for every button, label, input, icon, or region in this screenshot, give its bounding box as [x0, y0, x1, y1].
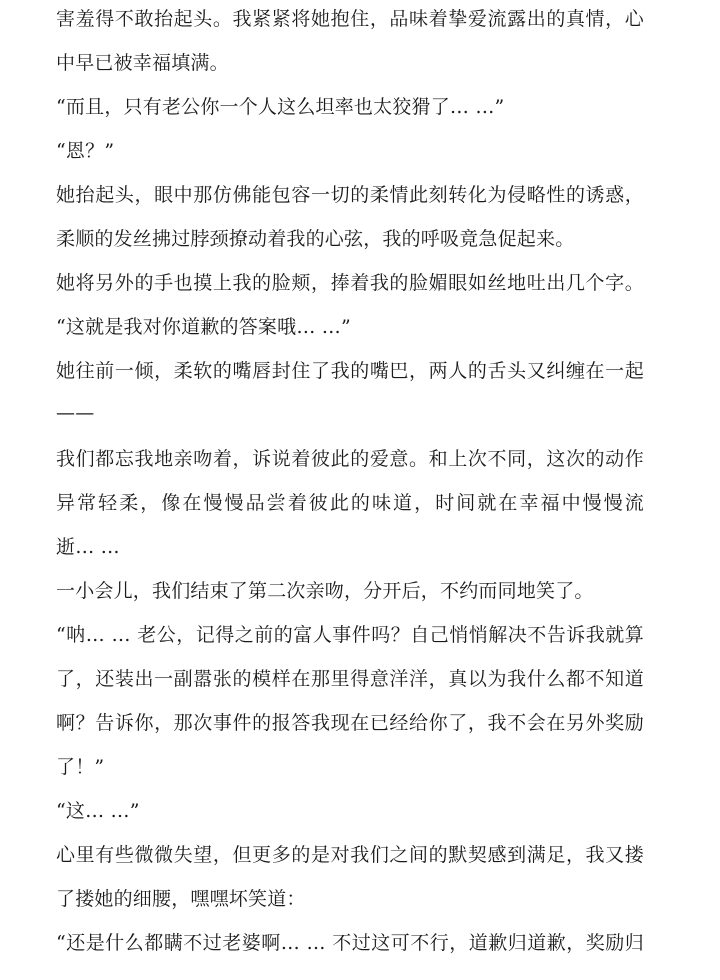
text-line-2: 中早已被幸福填满。	[56, 52, 229, 74]
text-line-15: “呐… … 老公，记得之前的富人事件吗？自己悄悄解决不告诉我就算	[56, 624, 644, 646]
text-line-4: “恩？”	[56, 140, 115, 162]
text-line-18: 了！”	[56, 756, 105, 778]
text-line-14: 一小会儿，我们结束了第二次亲吻，分开后，不约而同地笑了。	[56, 580, 594, 602]
text-line-16: 了，还装出一副嚣张的模样在那里得意洋洋，真以为我什么都不知道	[56, 668, 644, 690]
text-line-7: 她将另外的手也摸上我的脸颊，捧着我的脸媚眼如丝地吐出几个字。	[56, 272, 644, 294]
text-line-13: 逝… …	[56, 536, 120, 558]
text-line-3: “而且，只有老公你一个人这么坦率也太狡猾了… …”	[56, 96, 505, 118]
text-line-21: 了搂她的细腰，嘿嘿坏笑道：	[56, 888, 306, 910]
text-line-17: 啊？告诉你，那次事件的报答我现在已经给你了，我不会在另外奖励	[56, 712, 644, 734]
text-line-6: 柔顺的发丝拂过脖颈撩动着我的心弦，我的呼吸竟急促起来。	[56, 228, 575, 250]
text-line-10: ——	[56, 402, 95, 424]
text-line-20: 心里有些微微失望，但更多的是对我们之间的默契感到满足，我又搂	[56, 844, 644, 866]
text-line-8: “这就是我对你道歉的答案哦… …”	[56, 316, 351, 338]
text-line-9: 她往前一倾，柔软的嘴唇封住了我的嘴巴，两人的舌头又纠缠在一起	[56, 360, 644, 382]
text-line-19: “这… …”	[56, 800, 140, 822]
text-line-11: 我们都忘我地亲吻着，诉说着彼此的爱意。和上次不同，这次的动作	[56, 448, 644, 470]
text-line-22: “还是什么都瞒不过老婆啊… … 不过这可不行，道歉归道歉，奖励归	[56, 932, 644, 954]
text-line-12: 异常轻柔，像在慢慢品尝着彼此的味道，时间就在幸福中慢慢流	[56, 492, 644, 514]
text-line-5: 她抬起头，眼中那仿佛能包容一切的柔情此刻转化为侵略性的诱惑，	[56, 184, 644, 206]
text-line-1: 害羞得不敢抬起头。我紧紧将她抱住，品味着挚爱流露出的真情，心	[56, 8, 644, 30]
